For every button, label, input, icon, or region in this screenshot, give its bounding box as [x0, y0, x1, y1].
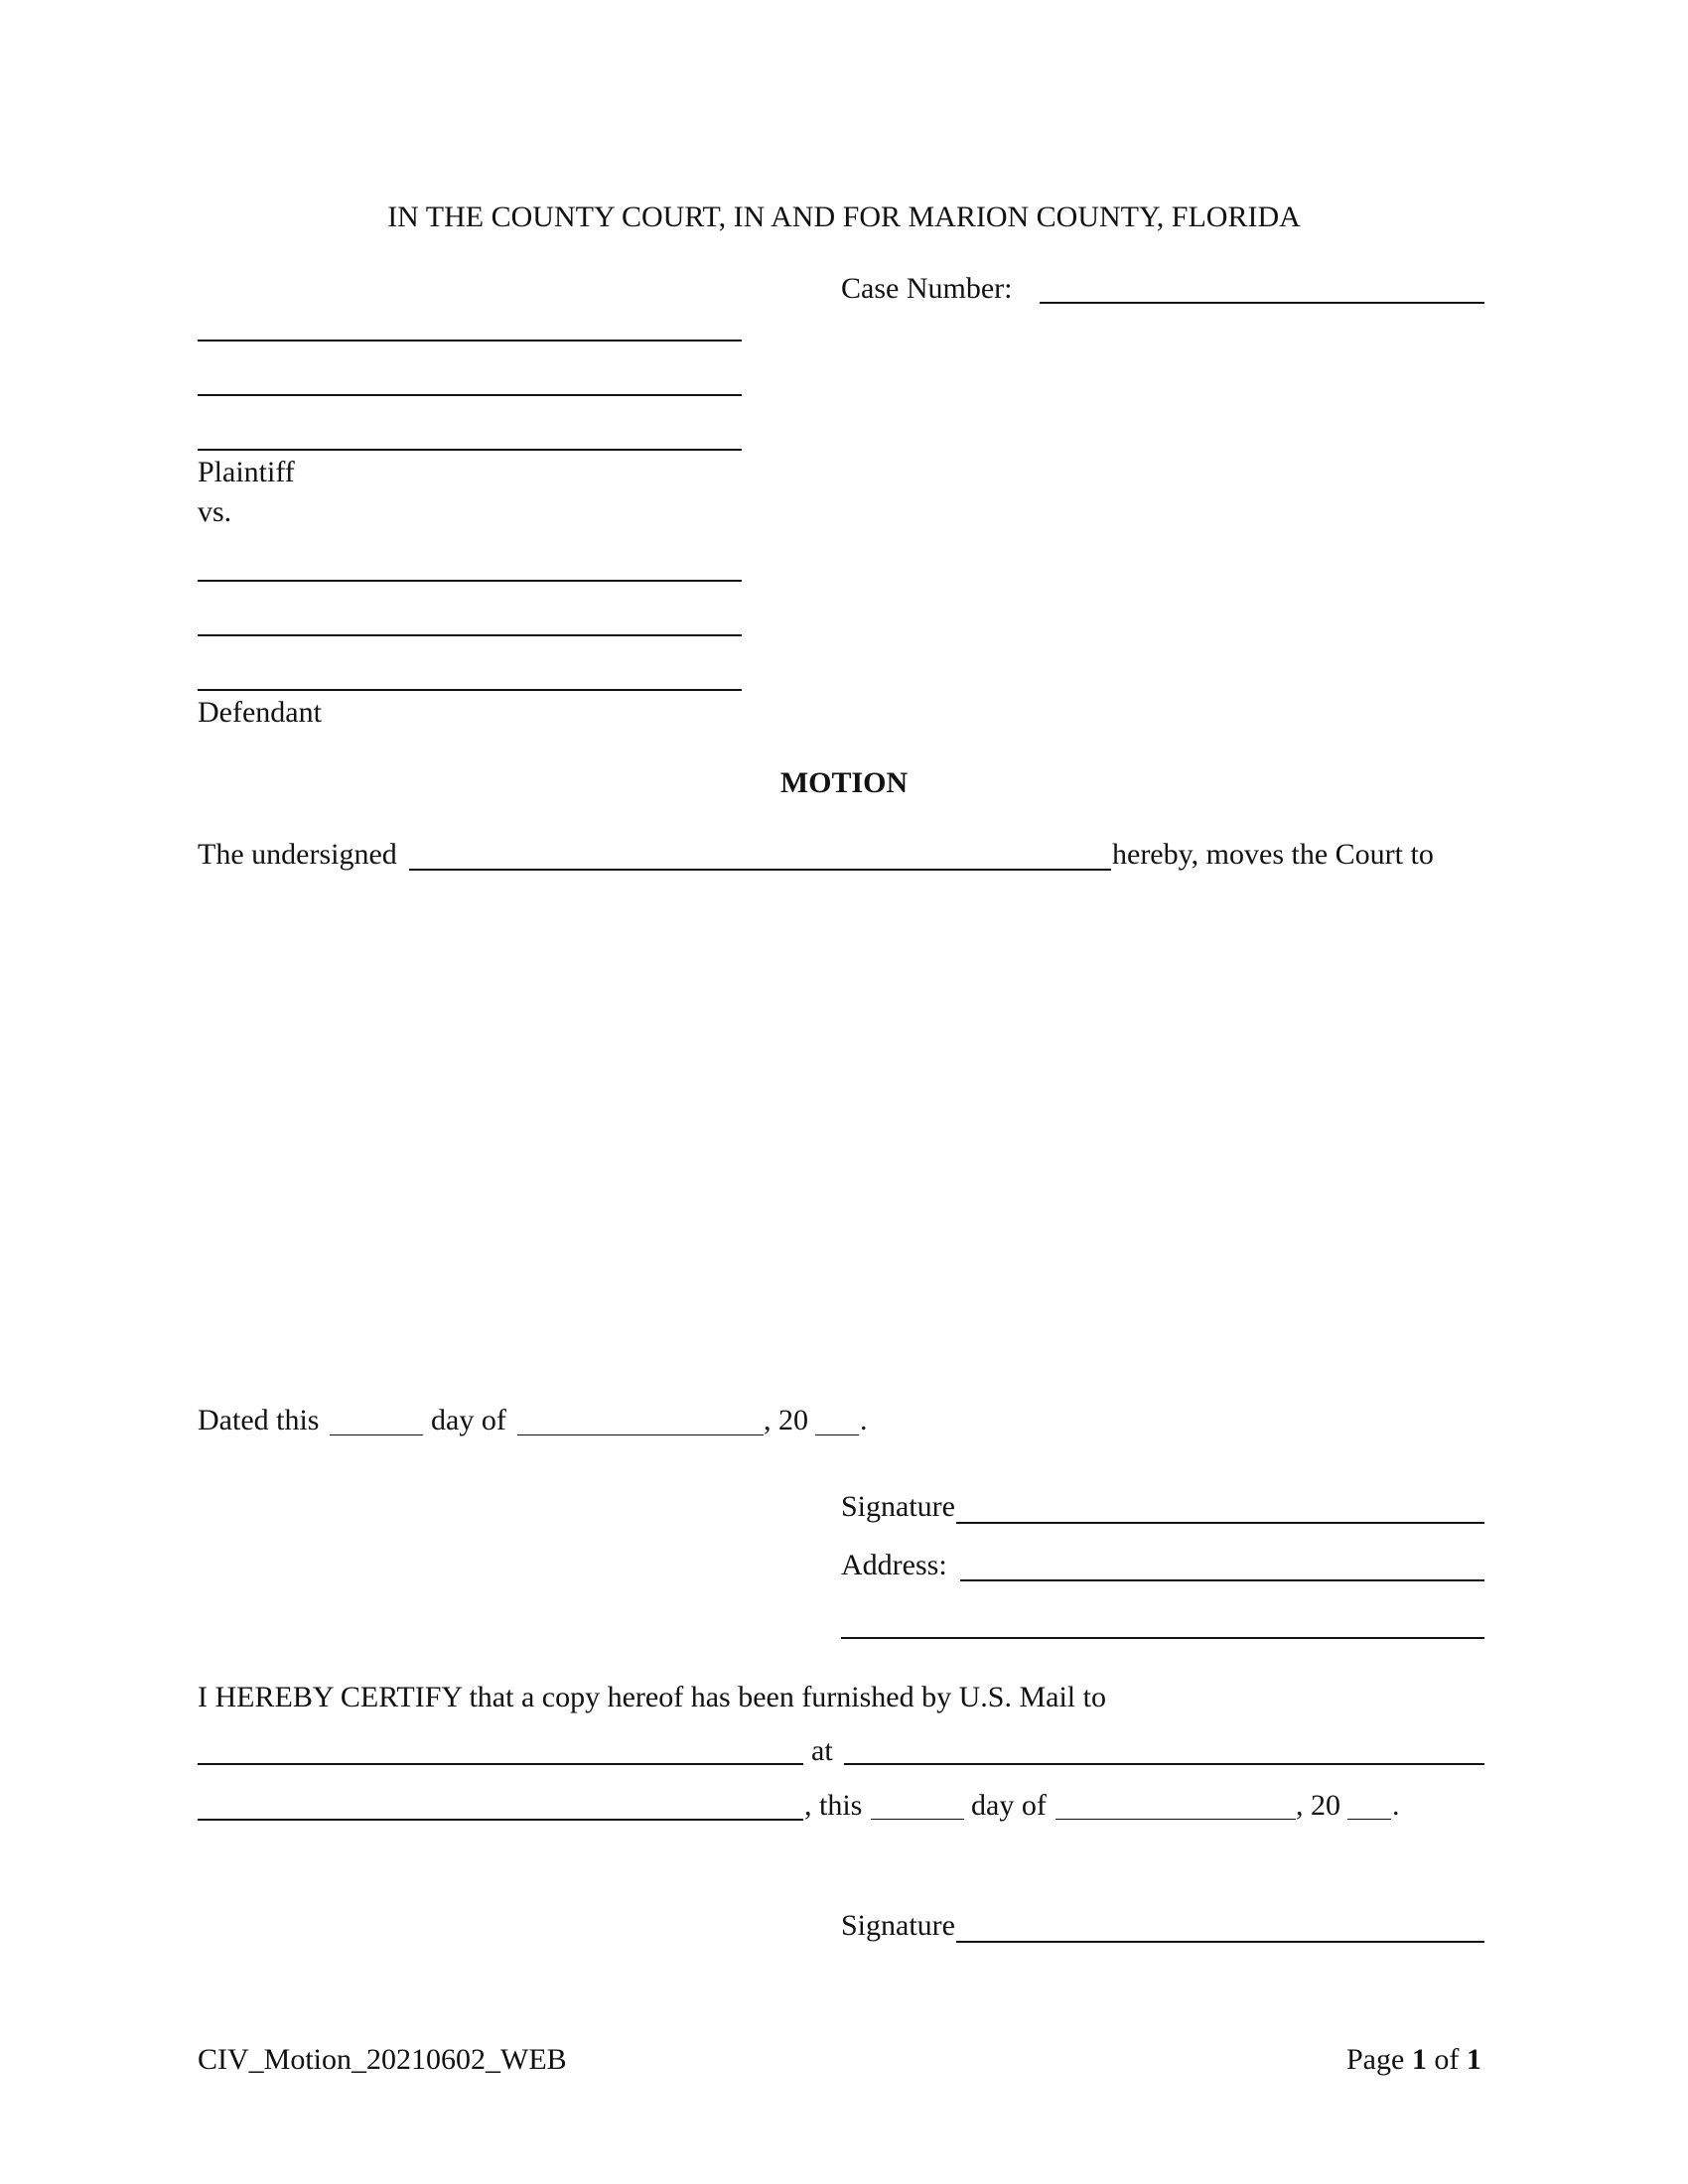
certificate-this-label: , this	[804, 1789, 863, 1822]
motion-intro-suffix: hereby, moves the Court to	[1112, 838, 1434, 871]
certificate-year-field[interactable]	[1347, 1819, 1391, 1820]
certificate-signature-field[interactable]	[956, 1941, 1484, 1943]
certificate-year-prefix: , 20	[1296, 1789, 1340, 1822]
certificate-day-field[interactable]	[871, 1819, 964, 1820]
certificate-text: I HEREBY CERTIFY that a copy hereof has been furnished by U.S. Mail to	[198, 1681, 1106, 1713]
certificate-address-field-2[interactable]	[198, 1819, 803, 1821]
page-prefix: Page	[1346, 2043, 1405, 2076]
dated-day-field[interactable]	[330, 1434, 423, 1435]
certificate-address-field-1[interactable]	[844, 1763, 1484, 1765]
address-field-line-1[interactable]	[960, 1579, 1484, 1581]
defendant-name-line-1[interactable]	[198, 580, 742, 582]
motion-intro-prefix: The undersigned	[198, 838, 397, 871]
case-number-label: Case Number:	[841, 272, 1013, 305]
dated-year-field[interactable]	[815, 1434, 859, 1435]
certificate-period: .	[1392, 1789, 1400, 1822]
dated-year-prefix: , 20	[764, 1404, 808, 1436]
defendant-name-line-3[interactable]	[198, 689, 742, 691]
form-id: CIV_Motion_20210602_WEB	[198, 2043, 567, 2076]
defendant-label: Defendant	[198, 696, 322, 729]
dated-prefix: Dated this	[198, 1404, 320, 1436]
motion-title: MOTION	[779, 766, 909, 799]
dated-month-field[interactable]	[517, 1434, 764, 1435]
plaintiff-name-line-3[interactable]	[198, 449, 742, 451]
versus-label: vs.	[198, 495, 232, 528]
page-of: of	[1434, 2043, 1460, 2076]
page-total: 1	[1466, 2043, 1481, 2076]
certificate-month-field[interactable]	[1055, 1819, 1296, 1820]
dated-period: .	[860, 1404, 868, 1436]
signature-label: Signature	[841, 1490, 955, 1523]
court-title: IN THE COUNTY COURT, IN AND FOR MARION COUNTY, FLORIDA	[387, 201, 1301, 233]
defendant-name-line-2[interactable]	[198, 634, 742, 636]
plaintiff-label: Plaintiff	[198, 456, 295, 488]
signature-field[interactable]	[956, 1522, 1484, 1524]
plaintiff-name-line-2[interactable]	[198, 394, 742, 396]
plaintiff-name-line-1[interactable]	[198, 340, 742, 341]
address-field-line-2[interactable]	[841, 1637, 1484, 1639]
motion-body-area[interactable]	[198, 888, 1484, 1385]
dated-day-of: day of	[431, 1404, 506, 1436]
certificate-recipient-field[interactable]	[198, 1763, 803, 1765]
page-indicator	[1346, 2042, 1481, 2078]
case-number-field[interactable]	[1040, 302, 1484, 304]
certificate-at-label: at	[811, 1734, 833, 1767]
movant-name-field[interactable]	[409, 869, 1111, 871]
certificate-day-of: day of	[971, 1789, 1047, 1822]
address-label: Address:	[841, 1549, 947, 1581]
page-current: 1	[1411, 2043, 1427, 2076]
certificate-signature-label: Signature	[841, 1909, 955, 1942]
